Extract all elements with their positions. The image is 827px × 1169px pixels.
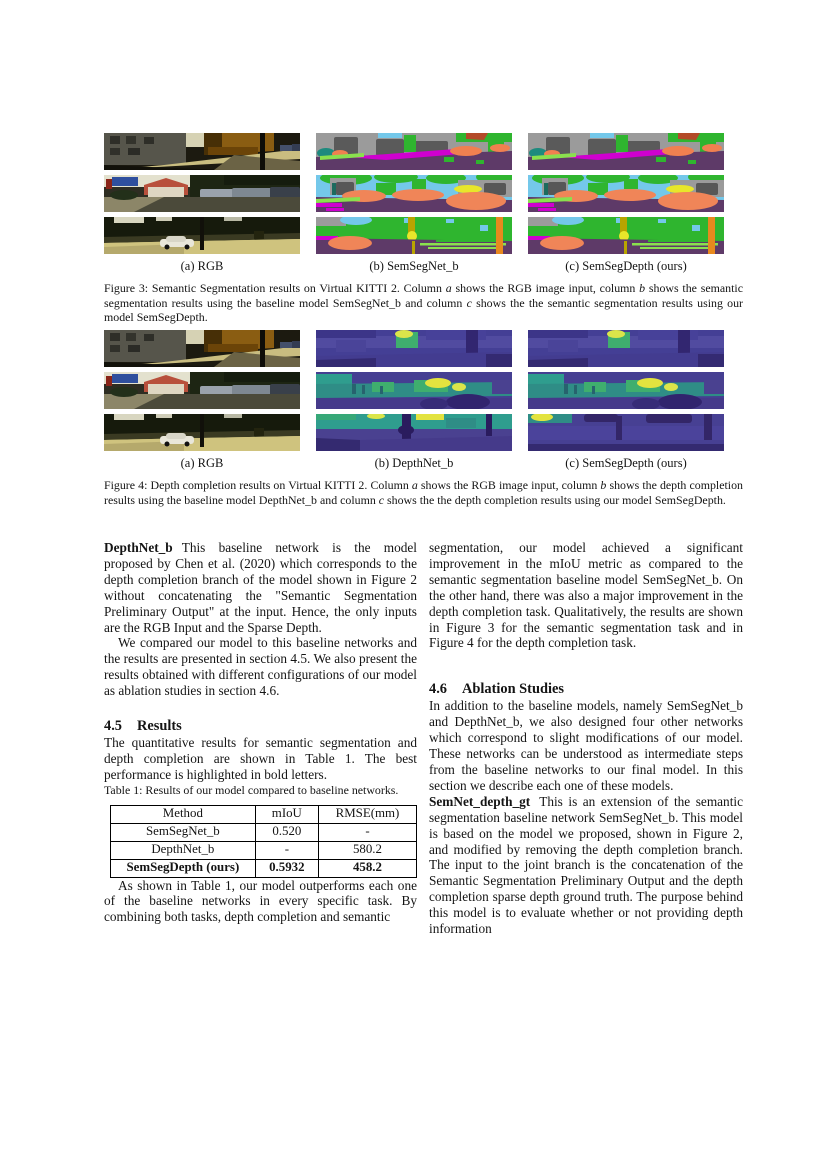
table-row-ours — [111, 859, 417, 877]
figure-4-caption: Figure 4: Depth completion results on Virtual KITTI 2. Column a shows the RGB image input, column b shows the depth completion results using the baseline model DepthNet_b and column c shows the the depth completion results using our model SemSegDepth. — [104, 478, 743, 507]
cell-miou: 0.520 — [255, 823, 318, 841]
fig3-label-c: (c) SemSegDepth (ours) — [565, 259, 687, 273]
figure-4-column-labels — [104, 456, 724, 471]
cell-miou: 0.5932 — [255, 859, 318, 877]
fig3-caption-italic-b: b — [639, 281, 646, 295]
figure-3-grid — [104, 133, 724, 254]
paragraph-segmentation-improvement: segmentation, our model achieved a significant improvement in the mIoU metric as compared to the semantic segmentation baseline model SemSegNet_b. On the other hand, there was also a major improvement in the depth completion task. Qualitatively, the results are shown in Figure 3 for the semantic segmentation task and in Figure 4 for the depth completion task. — [429, 540, 743, 651]
fig4-depthnetb-panel-3 — [316, 414, 512, 451]
table-header-rmse: RMSE(mm) — [318, 805, 416, 823]
section-title: Results — [137, 718, 182, 735]
figure-3-column-labels — [104, 259, 724, 274]
section-number: 4.5 — [104, 718, 122, 735]
section-title: Ablation Studies — [462, 681, 564, 698]
cell-rmse: 458.2 — [318, 859, 416, 877]
fig4-caption-italic-c: c — [378, 492, 385, 507]
fig3-rgb-panel-1 — [104, 133, 300, 170]
fig3-rgb-panel-2 — [104, 175, 300, 212]
fig4-caption-italic-a: a — [411, 478, 418, 492]
fig4-depthnetb-panel-2 — [316, 372, 512, 409]
table-row — [111, 841, 417, 859]
fig4-caption-italic-b: b — [600, 478, 607, 492]
paragraph-as-shown: As shown in Table 1, our model outperforms each one of the baseline networks in every specific task. By combining both tasks, depth completion and semantic — [104, 877, 417, 925]
depthnetb-run-in-heading: DepthNet_b — [104, 540, 173, 555]
fig3-rgb-panel-3 — [104, 217, 300, 254]
fig3-semsegdepth-panel-3 — [528, 217, 724, 254]
fig4-label-c: (c) SemSegDepth (ours) — [565, 456, 687, 470]
cell-miou: - — [255, 841, 318, 859]
fig3-caption-italic-c: c — [466, 295, 472, 310]
fig4-depthnetb-panel-1 — [316, 330, 512, 367]
paragraph-quantitative-results: The quantitative results for semantic segmentation and depth completion are shown in Table 1. The best performance is highlighted in bold letters. — [104, 735, 417, 782]
fig3-semsegnetb-panel-1 — [316, 133, 512, 170]
right-column — [429, 540, 743, 937]
figure-4 — [104, 330, 743, 507]
cell-method: SemSegDepth (ours) — [111, 859, 256, 877]
figure-3 — [104, 133, 743, 325]
fig4-semsegdepth-panel-2 — [528, 372, 724, 409]
left-column — [104, 540, 417, 925]
fig4-semsegdepth-panel-3 — [528, 414, 724, 451]
fig3-label-b: (b) SemSegNet_b — [369, 259, 459, 273]
table-header-row — [111, 805, 417, 823]
paragraph-depthnetb: DepthNet_b This baseline network is the model proposed by Chen et al. (2020) which corresponds to the depth completion branch of the model shown in Figure 2 without concatenating the "Semantic Segmentation Preliminary Output" at the input. Hence, the only inputs are the RGB Input and the Sparse Depth. — [104, 540, 417, 635]
paragraph-we-compared: We compared our model to this baseline networks and the results are presented in section 4.5. We also present the results obtained with different configurations of our model as ablation studies in section 4.6. — [104, 635, 417, 699]
fig3-label-a: (a) RGB — [180, 259, 224, 273]
section-heading-results — [104, 717, 417, 735]
fig3-caption-italic-a: a — [445, 281, 452, 295]
fig3-semsegdepth-panel-1 — [528, 133, 724, 170]
paragraph-semnet-depth-gt: SemNet_depth_gt This is an extension of the semantic segmentation baseline network SemSegNet_b. This model is based on the model we proposed, shown in Figure 2, and modified by removing the depth completion branch. The input to the joint branch is the concatenation of the Semantic Segmentation Preliminary Output and the depth completion sparse depth ground truth. The purpose behind this model is to evaluate whether or not providing depth information — [429, 793, 743, 937]
cell-method: SemSegNet_b — [111, 823, 256, 841]
table-header-miou: mIoU — [255, 805, 318, 823]
fig4-rgb-panel-1 — [104, 330, 300, 367]
fig4-rgb-panel-3 — [104, 414, 300, 451]
semnet-depth-gt-run-in-heading: SemNet_depth_gt — [429, 793, 531, 809]
fig3-semsegnetb-panel-2 — [316, 175, 512, 212]
fig4-label-b: (b) DepthNet_b — [374, 456, 454, 470]
figure-3-caption: Figure 3: Semantic Segmentation results on Virtual KITTI 2. Column a shows the RGB image input, column b shows the semantic segmentation results using the baseline model SemSegNet_b and column c shows the the semantic segmentation results using our model SemSegDepth. — [104, 281, 743, 325]
figure-4-grid — [104, 330, 724, 451]
cell-method: DepthNet_b — [111, 841, 256, 859]
fig3-semsegnetb-panel-3 — [316, 217, 512, 254]
cell-rmse: 580.2 — [318, 841, 416, 859]
fig4-caption-text: Figure 4: Depth completion results on Virtual KITTI 2. Column — [104, 478, 412, 492]
fig3-caption-text: Figure 3: Semantic Segmentation results on Virtual KITTI 2. Column — [104, 281, 446, 295]
fig4-rgb-panel-2 — [104, 372, 300, 409]
fig4-label-a: (a) RGB — [180, 456, 224, 470]
table-row — [111, 823, 417, 841]
cell-rmse: - — [318, 823, 416, 841]
fig4-semsegdepth-panel-1 — [528, 330, 724, 367]
table-1-caption: Table 1: Results of our model compared to baseline networks. — [104, 782, 399, 797]
section-heading-ablation — [429, 680, 743, 698]
fig3-semsegdepth-panel-2 — [528, 175, 724, 212]
table-1 — [110, 805, 417, 878]
section-number: 4.6 — [429, 681, 447, 698]
table-header-method: Method — [111, 805, 256, 823]
paragraph-in-addition: In addition to the baseline models, namely SemSegNet_b and DepthNet_b, we also designed four other networks which correspond to slight modifications of our model. These networks can be understood as intermediate steps from the baseline networks to our final model. In this section we describe each one of these models. — [429, 698, 743, 793]
